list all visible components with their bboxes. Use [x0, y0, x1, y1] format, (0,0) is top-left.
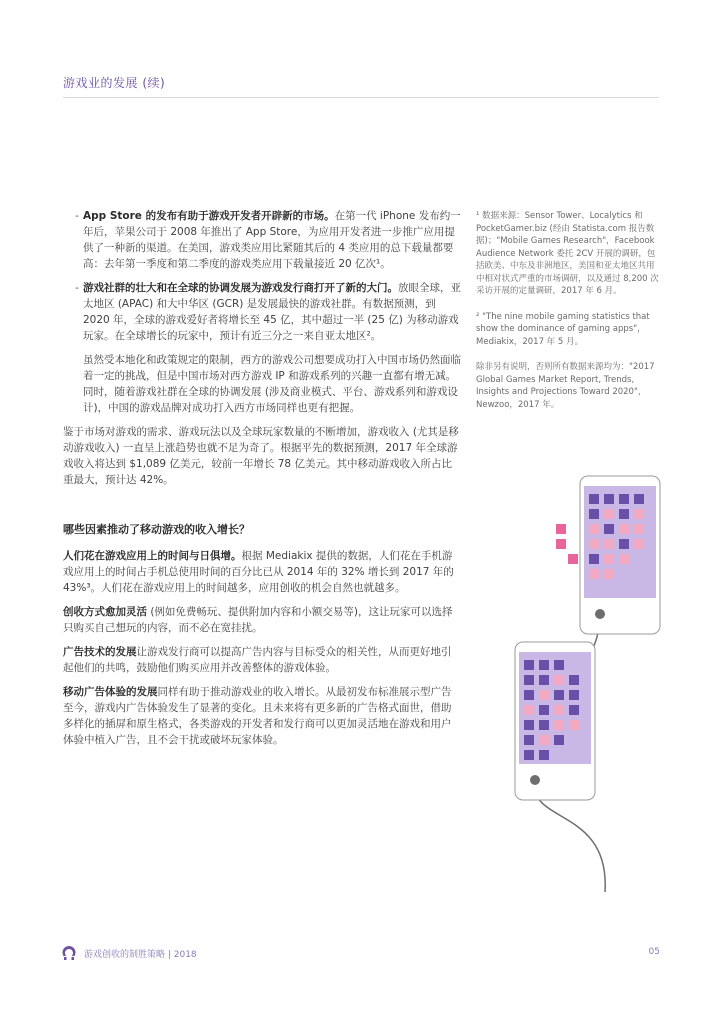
screen-pixel: [619, 509, 629, 519]
screen-pixel: [539, 690, 549, 700]
bullet-lead: App Store 的发布有助于游戏开发者开辟新的市场。: [83, 210, 335, 222]
phone-illustration: [500, 462, 670, 892]
screen-pixel: [554, 735, 564, 745]
summary-paragraph: 鉴于市场对游戏的需求、游戏玩法以及全球玩家数量的不断增加，游戏收入 (尤其是移动游戏收入) 一直呈上涨趋势也就不足为奇了。根据平先的数据预测，2017 年全球游戏收入将达到 $1,089 亿美元，较前一年增长 78 亿美元。其中移动游戏收入所占比重最大，预计达 42%。: [63, 426, 459, 486]
screen-pixel: [604, 524, 614, 534]
screen-pixel: [524, 750, 534, 760]
floating-pixel: [556, 539, 566, 549]
main-column: [63, 208, 461, 756]
screen-pixel: [619, 554, 629, 564]
bullet-gaming-community: [63, 280, 461, 344]
factor-monetization: [63, 604, 461, 636]
factor-lead: 创收方式愈加灵活: [63, 606, 147, 618]
logo-icon: [61, 945, 77, 961]
factor-lead: 人们花在游戏应用上的时间与日俱增。: [63, 550, 242, 562]
screen-pixel: [524, 675, 534, 685]
screen-pixel: [524, 720, 534, 730]
screen-pixel: [524, 660, 534, 670]
screen-pixel: [589, 494, 599, 504]
screen-pixel: [539, 675, 549, 685]
footnotes-sidebar: [476, 210, 662, 424]
screen-pixel: [604, 569, 614, 579]
screen-pixel: [589, 524, 599, 534]
screen-pixel: [569, 720, 579, 730]
screen-pixel: [569, 675, 579, 685]
footnote-source: 除非另有说明，否则所有数据来源均为："2017 Global Games Market Report, Trends, Insights and Projections Toward 2020"，Newzoo，2017 年。: [476, 362, 655, 410]
screen-pixel: [539, 705, 549, 715]
screen-pixel: [634, 509, 644, 519]
screen-pixel: [524, 735, 534, 745]
bullet-app-store: [63, 208, 461, 272]
screen-pixel: [569, 705, 579, 715]
factor-text: 根据 Mediakix 提供的数据，人们花在手机游戏应用上的时间占手机总使用时间的百分比已从 2014 年的 32% 增长到 2017 年的 43%³。人们花在游戏应用上的时间越多，应用创收的机会自然也就越多。: [63, 550, 454, 594]
screen-pixel: [554, 660, 564, 670]
screen-pixel: [554, 675, 564, 685]
screen-pixel: [554, 720, 564, 730]
screen-pixel: [634, 539, 644, 549]
factor-lead: 移动广告体验的发展: [63, 686, 158, 698]
phone-bottom: [515, 642, 595, 800]
factor-lead: 广告技术的发展: [63, 646, 137, 658]
footer-publication: 游戏创收的制胜策略 | 2018: [84, 950, 197, 960]
bullet-text: 在第一代 iPhone 发布约一年后，苹果公司于 2008 年推出了 App Store，为应用开发者进一步推广应用提供了一种新的渠道。在美国，游戏类应用比紧随其后的 4 类应用的总下载量都要高：去年第一季度和第二季度的游戏类应用下载量接近 20 亿次¹。: [83, 210, 461, 270]
screen-pixel: [569, 690, 579, 700]
screen-pixel: [524, 690, 534, 700]
page-header-title: 游戏业的发展 (续): [63, 76, 166, 90]
floating-pixel: [568, 554, 578, 564]
screen-pixel: [554, 705, 564, 715]
screen-pixel: [539, 735, 549, 745]
screen-pixel: [524, 705, 534, 715]
factor-text: 让游戏发行商可以提高广告内容与目标受众的相关性，从而更好地引起他们的共鸣，鼓励他们购买应用并改善整体的游戏体验。: [63, 646, 452, 674]
factor-time-spent: [63, 548, 461, 596]
screen-pixel: [589, 569, 599, 579]
screen-pixel: [634, 524, 644, 534]
screen-pixel: [539, 660, 549, 670]
bullet-sub-paragraph: 虽然受本地化和政策规定的限制，西方的游戏公司想要成功打入中国市场仍然面临着一定的挑战，但是中国市场对西方游戏 IP 和游戏系列的兴趣一直都有增无减。同时，随着游戏社群在全球的协调发展 (涉及商业模式、平台、游戏系列和游戏设计)，中国的游戏品牌对成功打入西方市场同样也更有把握。: [83, 354, 461, 414]
screen-pixel: [554, 690, 564, 700]
bullet-text: 放眼全球，亚太地区 (APAC) 和大中华区 (GCR) 是发展最快的游戏社群。有数据预测，到 2020 年，全球的游戏爱好者将增长至 45 亿，其中超过一半 (25 亿) 为移动游戏玩家。在全球增长的玩家中，预计有近三分之一来自亚太地区²。: [83, 282, 461, 342]
screen-pixel: [604, 494, 614, 504]
screen-pixel: [604, 554, 614, 564]
screen-pixel: [619, 539, 629, 549]
screen-pixel: [634, 494, 644, 504]
screen-pixel: [604, 539, 614, 549]
factor-text: 同样有助于推动游戏业的收入增长。从最初发布标准展示型广告至今，游戏内广告体验发生了显著的变化。且未来将有更多新的广告格式面世，借助多样化的插屏和原生格式，各类游戏的开发者和发行商可以更加灵活地在游戏和用户体验中植入广告，且不会干扰或破坏玩家体验。: [63, 686, 452, 746]
bullet-lead: 游戏社群的壮大和在全球的协调发展为游戏发行商打开了新的大门。: [83, 282, 398, 294]
screen-pixel: [539, 750, 549, 760]
factor-mobile-ads: [63, 684, 461, 748]
screen-pixel: [539, 720, 549, 730]
factor-ad-tech: [63, 644, 461, 676]
page-number: 05: [648, 947, 660, 957]
floating-pixel: [556, 524, 566, 534]
footnote-2: ² "The nine mobile gaming statistics that show the dominance of gaming apps"，Mediakix，2017 年 5 月。: [476, 311, 650, 347]
screen-pixel: [589, 539, 599, 549]
screen-pixel: [589, 509, 599, 519]
phone-top: [556, 476, 660, 634]
footnote-1: ¹ 数据来源：Sensor Tower、Localytics 和 PocketGamer.biz (经由 Statista.com 报告数据)；"Mobile Games Research"，Facebook Audience Network 委托 2CV 开展的调研，包括欧美、中东及非洲地区，美国和亚太地区共用中相对状式严重的市场调研，以及通过 8,200 次采访开展的定量调研，2017 年 6 月。: [476, 211, 659, 296]
screen-pixel: [619, 524, 629, 534]
header-divider: [63, 97, 659, 98]
screen-pixel: [619, 494, 629, 504]
factor-text: (例如免费畅玩、提供附加内容和小额交易等)，这让玩家可以选择只购买自己想玩的内容，而不必在宽挂扰。: [63, 606, 453, 634]
screen-pixel: [604, 509, 614, 519]
screen-pixel: [589, 554, 599, 564]
section-heading: 哪些因素推动了移动游戏的收入增长？: [63, 523, 250, 536]
